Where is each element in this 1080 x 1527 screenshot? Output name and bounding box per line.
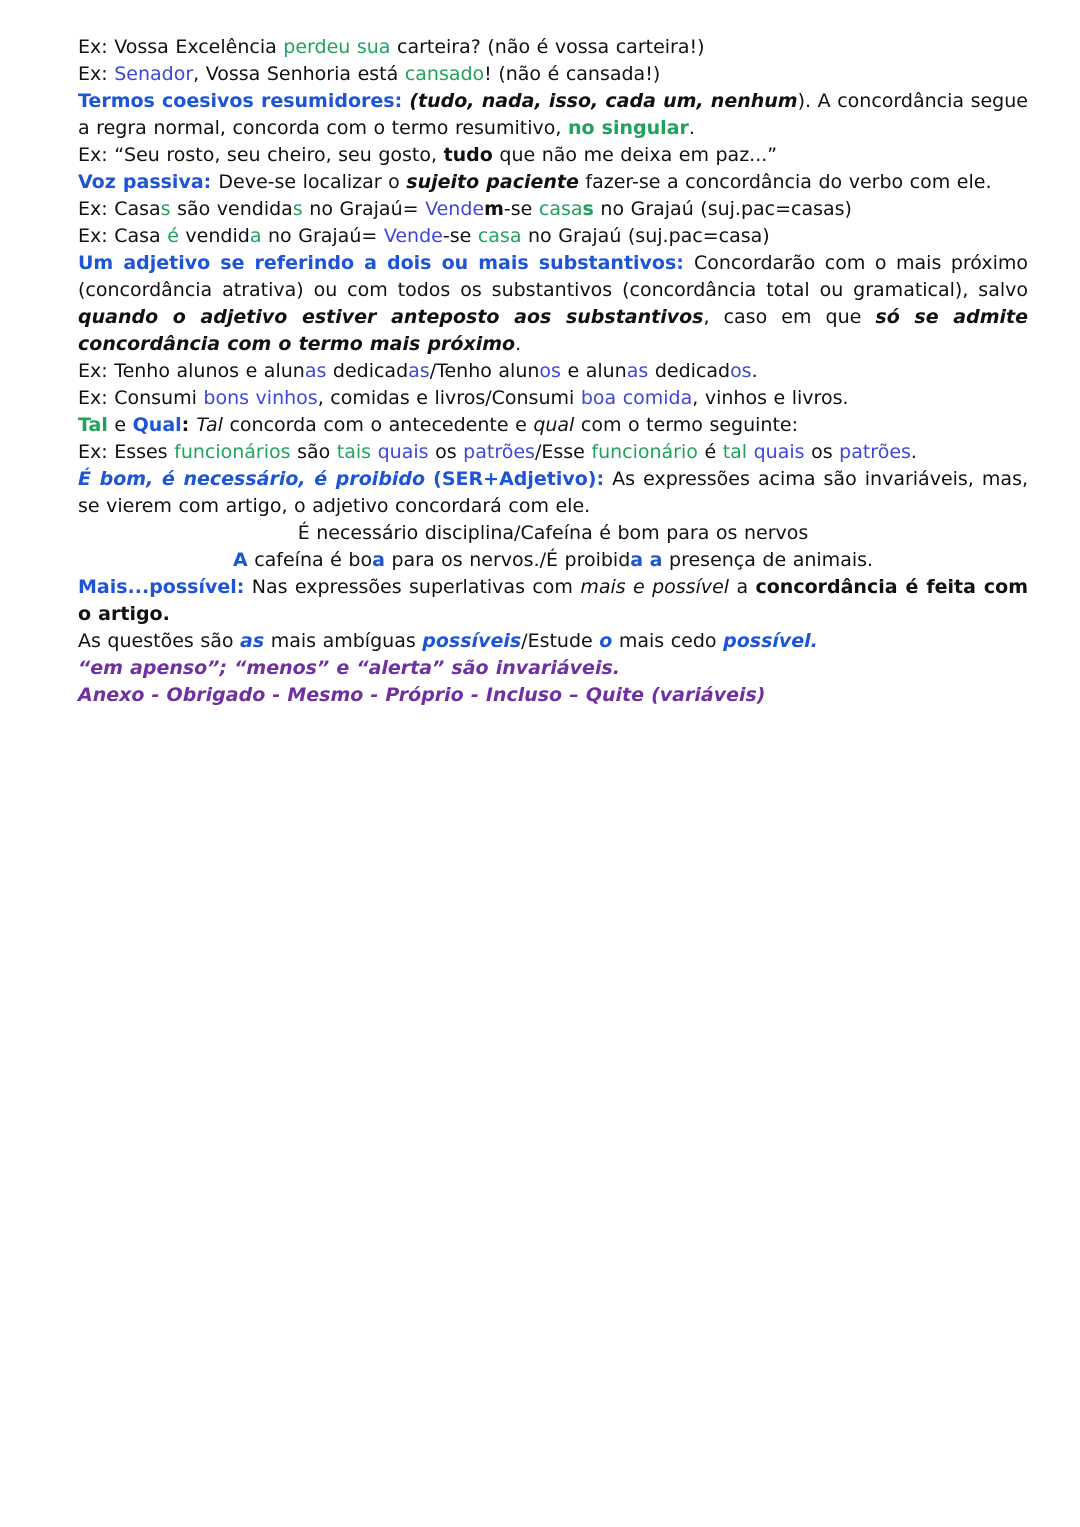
text-segment: os bbox=[730, 360, 752, 382]
para-heading-tal-qual bbox=[78, 412, 1028, 439]
text-segment: A bbox=[232, 549, 248, 571]
text-segment: As expressões acima são invariáveis, mas, se vierem com artigo, o adjetivo concordará com ele. bbox=[78, 468, 1029, 517]
text-segment: só se admite concordância com o termo mais próximo bbox=[78, 306, 1028, 355]
text-segment: perdeu sua bbox=[283, 36, 391, 58]
para-nota-variaveis bbox=[78, 682, 1028, 709]
text-segment: é bbox=[167, 225, 179, 247]
text-segment: mais cedo bbox=[612, 630, 724, 652]
text-segment: a bbox=[729, 576, 756, 598]
text-segment: as bbox=[304, 360, 327, 382]
para-heading-adjetivo-substantivos bbox=[78, 250, 1028, 358]
text-segment: Voz passiva: bbox=[78, 171, 219, 193]
text-segment: qual bbox=[533, 414, 575, 436]
text-segment: Ex: Vossa Excelência bbox=[78, 36, 284, 58]
text-segment: no Grajaú (suj.pac=casas) bbox=[593, 198, 852, 220]
text-segment: para os nervos./É proibid bbox=[384, 549, 631, 571]
para-ex-consumi-vinhos bbox=[78, 385, 1028, 412]
text-segment: tudo bbox=[443, 144, 493, 166]
text-segment: -se bbox=[442, 225, 478, 247]
text-segment: m bbox=[484, 198, 504, 220]
text-segment: , caso em que bbox=[703, 306, 876, 328]
text-segment: Vende bbox=[383, 225, 443, 247]
text-segment bbox=[425, 468, 433, 490]
text-segment: casa bbox=[477, 225, 522, 247]
text-segment: patrões bbox=[839, 441, 911, 463]
text-segment: Tal bbox=[196, 414, 223, 436]
text-segment: e alun bbox=[560, 360, 627, 382]
text-segment: a bbox=[372, 549, 385, 571]
text-segment: . bbox=[910, 441, 917, 463]
text-segment: cafeína é bo bbox=[247, 549, 373, 571]
para-ex-senador bbox=[78, 61, 1028, 88]
para-heading-ser-adjetivo bbox=[78, 466, 1028, 520]
text-segment: as bbox=[240, 630, 265, 652]
para-ex-casa-vendida bbox=[78, 223, 1028, 250]
text-segment: Ex: Casa bbox=[78, 225, 168, 247]
text-segment: Termos coesivos resumidores: bbox=[78, 90, 410, 112]
text-segment: dedicad bbox=[648, 360, 731, 382]
text-segment: mais ambíguas bbox=[264, 630, 423, 652]
para-ex-necessario-disciplina bbox=[78, 520, 1028, 547]
text-segment: presença de animais. bbox=[662, 549, 874, 571]
para-ex-seu-rosto bbox=[78, 142, 1028, 169]
para-ex-cafeina-boa bbox=[78, 547, 1028, 574]
text-segment: funcionário bbox=[591, 441, 698, 463]
text-segment: mais e possível bbox=[580, 576, 730, 598]
text-segment: Ex: Esses bbox=[78, 441, 175, 463]
text-segment: /Estude bbox=[521, 630, 600, 652]
text-segment: no Grajaú= bbox=[302, 198, 426, 220]
para-nota-invariaveis bbox=[78, 655, 1028, 682]
text-segment: possíveis bbox=[422, 630, 522, 652]
para-heading-voz-passiva bbox=[78, 169, 1028, 196]
text-segment: o bbox=[599, 630, 613, 652]
text-segment: as bbox=[408, 360, 430, 382]
text-segment: quais bbox=[753, 441, 805, 463]
text-segment: . bbox=[515, 333, 522, 355]
text-segment: : bbox=[181, 414, 197, 436]
text-segment: tal bbox=[722, 441, 748, 463]
text-segment: Anexo - Obrigado - Mesmo - Próprio - Incluso – Quite (variáveis) bbox=[78, 684, 766, 706]
text-segment: (tudo, nada, isso, cada um, nenhum bbox=[409, 90, 798, 112]
para-ex-funcionarios-patroes bbox=[78, 439, 1028, 466]
text-segment: -se bbox=[503, 198, 539, 220]
text-segment: funcionários bbox=[174, 441, 291, 463]
text-segment: cansado bbox=[404, 63, 485, 85]
para-ex-questoes-ambiguas bbox=[78, 628, 1028, 655]
para-heading-termos-coesivos bbox=[78, 88, 1028, 142]
para-ex-vossa-excelencia bbox=[78, 34, 1028, 61]
text-segment: tais bbox=[336, 441, 372, 463]
text-segment: a bbox=[249, 225, 262, 247]
text-segment: que não me deixa em paz...” bbox=[492, 144, 778, 166]
para-heading-mais-possivel bbox=[78, 574, 1028, 628]
para-ex-alunos-alunas bbox=[78, 358, 1028, 385]
text-segment: Qual bbox=[132, 414, 182, 436]
text-segment: dedicad bbox=[326, 360, 409, 382]
text-segment: s bbox=[292, 198, 303, 220]
text-segment: Ex: bbox=[78, 63, 115, 85]
text-segment: e bbox=[107, 414, 133, 436]
text-segment: Concordarão com o mais próximo (concordância atrativa) ou com todos os substantivos (concordância total ou gramatical), salvo bbox=[78, 252, 1029, 301]
text-segment: a bbox=[630, 549, 644, 571]
text-segment: /Tenho alun bbox=[429, 360, 540, 382]
text-segment: Ex: Consumi bbox=[78, 387, 204, 409]
text-segment: os bbox=[804, 441, 840, 463]
text-segment: Senador bbox=[114, 63, 194, 85]
text-segment: patrões bbox=[463, 441, 535, 463]
text-segment: fazer-se a concordância do verbo com ele. bbox=[578, 171, 992, 193]
text-segment: É bom, é necessário, é proibido bbox=[78, 468, 426, 490]
text-segment: a bbox=[649, 549, 663, 571]
text-segment: quais bbox=[377, 441, 429, 463]
text-segment: , comidas e livros/Consumi bbox=[317, 387, 581, 409]
text-segment: quando o adjetivo estiver anteposto aos substantivos bbox=[78, 306, 704, 328]
text-segment: ! (não é cansada!) bbox=[484, 63, 661, 85]
text-segment: possível. bbox=[723, 630, 818, 652]
text-segment: concordância é feita com o artigo. bbox=[78, 576, 1028, 625]
text-segment: os bbox=[428, 441, 464, 463]
text-segment: Ex: Casa bbox=[78, 198, 161, 220]
text-segment: no Grajaú (suj.pac=casa) bbox=[521, 225, 770, 247]
text-segment: Ex: Tenho alunos e alun bbox=[78, 360, 305, 382]
text-segment: , vinhos e livros. bbox=[692, 387, 849, 409]
text-segment: (SER+Adjetivo): bbox=[433, 468, 605, 490]
para-ex-casas-vendidas bbox=[78, 196, 1028, 223]
text-segment: bons vinhos bbox=[203, 387, 318, 409]
text-segment: Tal bbox=[78, 414, 108, 436]
text-segment: /Esse bbox=[534, 441, 592, 463]
text-segment: vendid bbox=[178, 225, 250, 247]
text-segment: as bbox=[626, 360, 649, 382]
text-segment: Nas expressões superlativas com bbox=[244, 576, 581, 598]
text-segment: Ex: “Seu rosto, seu cheiro, seu gosto, bbox=[78, 144, 444, 166]
text-segment: sujeito paciente bbox=[406, 171, 579, 193]
text-segment: É necessário disciplina/Cafeína é bom para os nervos bbox=[297, 522, 809, 544]
text-segment: com o termo seguinte: bbox=[574, 414, 799, 436]
text-segment: são bbox=[290, 441, 337, 463]
text-segment: Um adjetivo se referindo a dois ou mais substantivos: bbox=[78, 252, 694, 274]
text-segment: no singular bbox=[567, 117, 689, 139]
text-segment: é bbox=[697, 441, 723, 463]
text-segment: Deve-se localizar o bbox=[218, 171, 407, 193]
text-segment: são vendida bbox=[170, 198, 293, 220]
text-segment: As questões são bbox=[78, 630, 241, 652]
text-segment: Vende bbox=[425, 198, 485, 220]
text-segment: , Vossa Senhoria está bbox=[193, 63, 405, 85]
text-segment: no Grajaú= bbox=[261, 225, 384, 247]
text-segment: “em apenso”; “menos” e “alerta” são invariáveis. bbox=[78, 657, 620, 679]
text-segment: boa comida bbox=[580, 387, 693, 409]
text-segment: s bbox=[582, 198, 594, 220]
text-segment: . bbox=[751, 360, 758, 382]
text-segment: carteira? (não é vossa carteira!) bbox=[390, 36, 705, 58]
text-segment: Mais...possível: bbox=[78, 576, 245, 598]
text-segment: os bbox=[539, 360, 561, 382]
text-segment: concorda com o antecedente e bbox=[222, 414, 534, 436]
text-segment: . bbox=[688, 117, 695, 139]
text-segment: ). A concordância segue a regra normal, concorda com o termo resumitivo, bbox=[78, 90, 1028, 139]
text-segment: casa bbox=[538, 198, 583, 220]
text-segment: s bbox=[160, 198, 171, 220]
